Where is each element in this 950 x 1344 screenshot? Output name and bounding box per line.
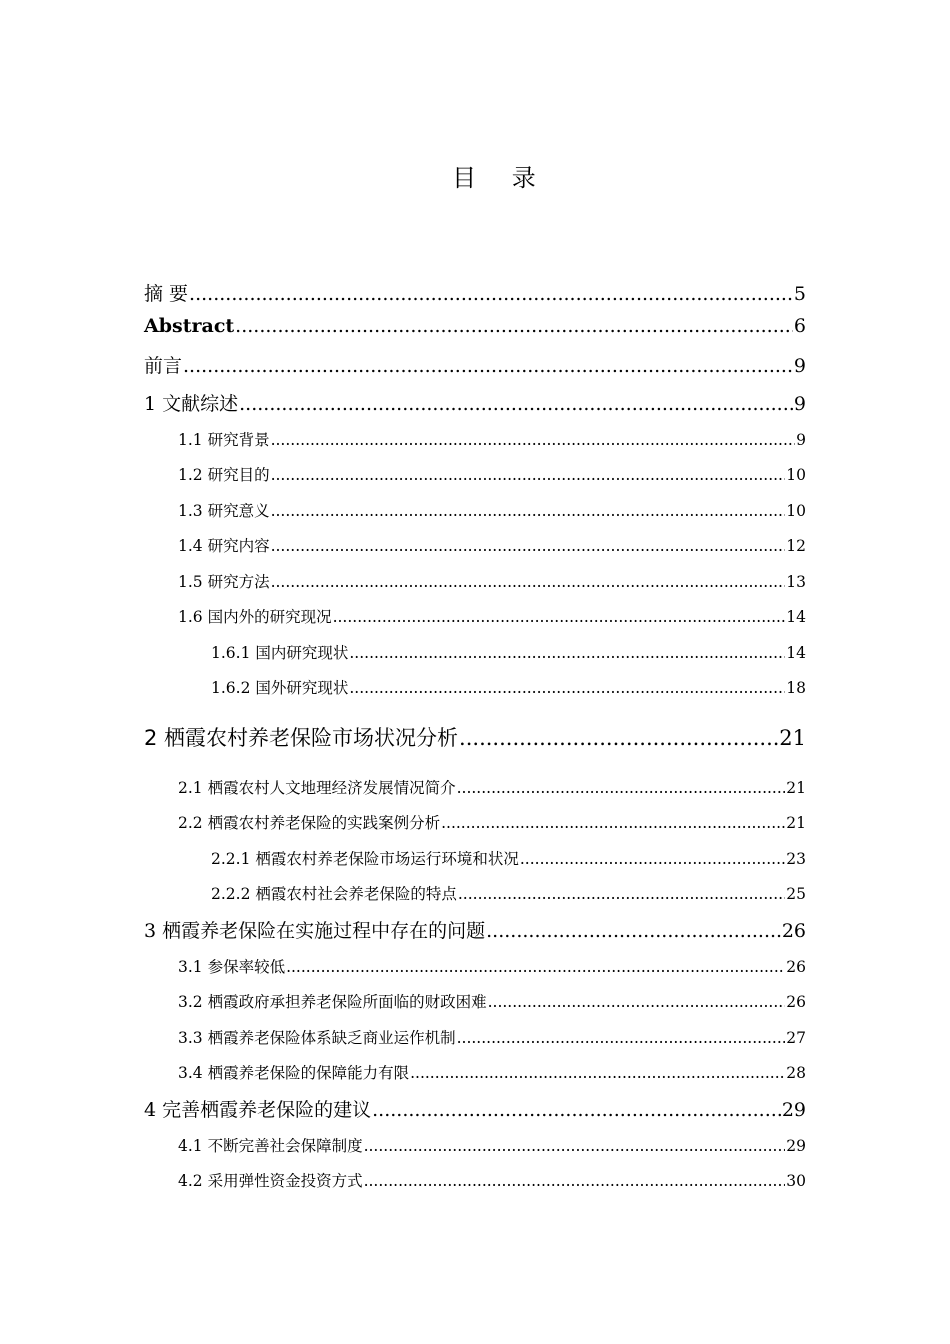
toc-entry-label: 前言 — [144, 355, 183, 377]
toc-entry-2-2-2[interactable] — [211, 882, 806, 904]
toc-entry-label: 1.5 研究方法 — [178, 573, 270, 591]
dot-leader — [349, 679, 785, 697]
dot-leader — [458, 885, 785, 903]
toc-entry-label: 1.1 研究背景 — [178, 431, 270, 449]
toc-entry-page: 6 — [793, 315, 806, 337]
toc-entry-label: 2 栖霞农村养老保险市场状况分析 — [144, 726, 459, 750]
toc-entry-label: 4.1 不断完善社会保障制度 — [178, 1137, 363, 1155]
toc-entry-2-2[interactable] — [178, 811, 806, 833]
dot-leader — [372, 1099, 781, 1121]
toc-entry-label: 1.6 国内外的研究现况 — [178, 608, 332, 626]
toc-entry-label: 1.4 研究内容 — [178, 537, 270, 555]
toc-entry-2-2-1[interactable] — [211, 847, 806, 869]
toc-entry-page: 9 — [793, 355, 806, 377]
toc-entry-page: 27 — [786, 1029, 806, 1047]
toc-entry-chapter-1[interactable] — [144, 389, 806, 416]
toc-entry-label: 4 完善栖霞养老保险的建议 — [144, 1099, 372, 1121]
toc-entry-label: 2.2.1 栖霞农村养老保险市场运行环境和状况 — [211, 850, 519, 868]
toc-entry-label: 3.3 栖霞养老保险体系缺乏商业运作机制 — [178, 1029, 456, 1047]
toc-entry-label: Abstract — [144, 315, 235, 337]
toc-entry-page: 12 — [786, 537, 806, 555]
toc-entry-label: 摘 要 — [144, 283, 189, 305]
toc-entry-page: 28 — [786, 1064, 806, 1082]
dot-leader — [457, 779, 786, 797]
toc-entry-chapter-2[interactable] — [144, 722, 806, 752]
toc-entry-page: 23 — [786, 850, 806, 868]
dot-leader — [349, 644, 785, 662]
toc-entry-1-6-1[interactable] — [211, 641, 806, 663]
toc-entry-page: 25 — [786, 885, 806, 903]
toc-entry-label: 1 文献综述 — [144, 393, 239, 415]
toc-entry-label: 2.2 栖霞农村养老保险的实践案例分析 — [178, 814, 441, 832]
toc-entry-label: 3 栖霞养老保险在实施过程中存在的问题 — [144, 920, 486, 942]
toc-title: 目 录 — [452, 164, 550, 192]
toc-entry-3-3[interactable] — [178, 1026, 806, 1048]
toc-entry-1-6-2[interactable] — [211, 676, 806, 698]
dot-leader — [271, 537, 786, 555]
toc-entry-page: 18 — [786, 679, 806, 697]
toc-entry-page: 9 — [793, 393, 806, 415]
dot-leader — [271, 502, 786, 520]
toc-entry-abstract-cn[interactable] — [144, 279, 806, 306]
toc-entry-page: 30 — [786, 1172, 806, 1190]
toc-entry-1-3[interactable] — [178, 499, 806, 521]
toc-entry-page: 21 — [786, 814, 806, 832]
toc-entry-page: 29 — [786, 1137, 806, 1155]
toc-entry-label: 4.2 采用弹性资金投资方式 — [178, 1172, 363, 1190]
toc-entry-label: 1.6.1 国内研究现状 — [211, 644, 349, 662]
toc-entry-page: 26 — [781, 920, 806, 942]
toc-entry-page: 10 — [786, 502, 806, 520]
toc-entry-4-2[interactable] — [178, 1169, 806, 1191]
toc-entry-preface[interactable] — [144, 351, 806, 378]
toc-entry-page: 21 — [786, 779, 806, 797]
toc-entry-chapter-4[interactable] — [144, 1095, 806, 1122]
toc-entry-3-1[interactable] — [178, 955, 806, 977]
toc-entry-page: 14 — [786, 644, 806, 662]
dot-leader — [239, 393, 793, 415]
toc-entry-label: 1.2 研究目的 — [178, 466, 270, 484]
dot-leader — [364, 1172, 786, 1190]
dot-leader — [410, 1064, 785, 1082]
toc-entry-page: 13 — [786, 573, 806, 591]
toc-entry-1-2[interactable] — [178, 463, 806, 485]
toc-entry-1-4[interactable] — [178, 534, 806, 556]
dot-leader — [333, 608, 786, 626]
dot-leader — [271, 431, 796, 449]
dot-leader — [235, 315, 793, 337]
toc-entry-abstract-en[interactable] — [144, 315, 806, 337]
dot-leader — [457, 1029, 786, 1047]
dot-leader — [459, 726, 778, 750]
toc-entry-page: 5 — [793, 283, 806, 305]
dot-leader — [189, 283, 793, 305]
toc-entry-page: 26 — [786, 993, 806, 1011]
toc-entry-label: 1.6.2 国外研究现状 — [211, 679, 349, 697]
toc-entry-4-1[interactable] — [178, 1134, 806, 1156]
toc-entry-1-1[interactable] — [178, 428, 806, 450]
dot-leader — [271, 466, 786, 484]
toc-entry-page: 26 — [786, 958, 806, 976]
toc-entry-label: 1.3 研究意义 — [178, 502, 270, 520]
dot-leader — [486, 920, 781, 942]
dot-leader — [488, 993, 786, 1011]
toc-entry-page: 21 — [779, 726, 806, 750]
toc-entry-chapter-3[interactable] — [144, 916, 806, 943]
toc-entry-label: 3.4 栖霞养老保险的保障能力有限 — [178, 1064, 410, 1082]
toc-entry-1-5[interactable] — [178, 570, 806, 592]
dot-leader — [183, 355, 793, 377]
dot-leader — [364, 1137, 786, 1155]
toc-entry-page: 10 — [786, 466, 806, 484]
toc-entry-label: 2.2.2 栖霞农村社会养老保险的特点 — [211, 885, 457, 903]
dot-leader — [271, 573, 786, 591]
dot-leader — [441, 814, 785, 832]
toc-entry-label: 3.1 参保率较低 — [178, 958, 286, 976]
dot-leader — [520, 850, 785, 868]
toc-entry-label: 2.1 栖霞农村人文地理经济发展情况简介 — [178, 779, 456, 797]
toc-entry-page: 14 — [786, 608, 806, 626]
toc-entry-page: 29 — [781, 1099, 806, 1121]
toc-entry-3-4[interactable] — [178, 1061, 806, 1083]
toc-entry-page: 9 — [796, 431, 806, 449]
toc-entry-label: 3.2 栖霞政府承担养老保险所面临的财政困难 — [178, 993, 487, 1011]
toc-entry-1-6[interactable] — [178, 605, 806, 627]
dot-leader — [286, 958, 785, 976]
toc-entry-3-2[interactable] — [178, 990, 806, 1012]
toc-entry-2-1[interactable] — [178, 776, 806, 798]
